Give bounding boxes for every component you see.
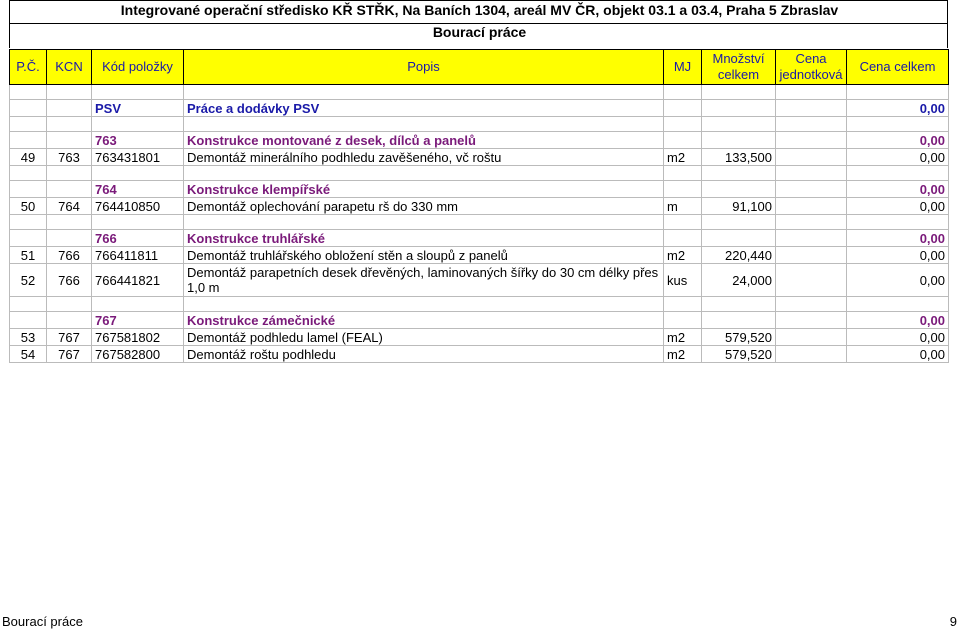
document-subtitle: Bourací práce	[432, 24, 527, 40]
group-header-row	[10, 230, 949, 247]
item-unit: m2	[664, 346, 702, 363]
item-description: Demontáž roštu podhledu	[184, 346, 664, 363]
item-quantity: 133,500	[702, 149, 776, 166]
item-unit-price	[776, 329, 847, 346]
item-number: 50	[10, 198, 47, 215]
item-quantity: 220,440	[702, 247, 776, 264]
item-number: 53	[10, 329, 47, 346]
table-row	[10, 264, 949, 297]
empty-cell	[47, 230, 92, 247]
group-header-row	[10, 312, 949, 329]
col-mnozstvi: Množství celkem	[702, 50, 776, 85]
item-unit: kus	[664, 264, 702, 297]
item-total-price: 0,00	[847, 329, 949, 346]
footer-sheet-name: Bourací práce	[2, 614, 83, 629]
item-description: Demontáž podhledu lamel (FEAL)	[184, 329, 664, 346]
table-row	[10, 247, 949, 264]
group-name: Konstrukce zámečnické	[184, 312, 664, 329]
group-code: 763	[92, 132, 184, 149]
empty-cell	[664, 132, 702, 149]
item-quantity: 579,520	[702, 329, 776, 346]
item-code: 764410850	[92, 198, 184, 215]
item-total-price: 0,00	[847, 346, 949, 363]
item-quantity: 579,520	[702, 346, 776, 363]
footer-page-number: 9	[949, 614, 957, 629]
item-unit: m2	[664, 149, 702, 166]
item-code: 767582800	[92, 346, 184, 363]
empty-cell	[664, 181, 702, 198]
empty-cell	[702, 181, 776, 198]
col-cena-celkem: Cena celkem	[847, 50, 949, 85]
empty-cell	[10, 230, 47, 247]
item-quantity: 24,000	[702, 264, 776, 297]
empty-cell	[702, 312, 776, 329]
item-total-price: 0,00	[847, 247, 949, 264]
group-total: 0,00	[847, 132, 949, 149]
item-code: 763431801	[92, 149, 184, 166]
group-name: Konstrukce truhlářské	[184, 230, 664, 247]
empty-cell	[776, 230, 847, 247]
empty-cell	[10, 132, 47, 149]
item-kcn: 764	[47, 198, 92, 215]
item-description: Demontáž truhlářského obložení stěn a sloupů z panelů	[184, 247, 664, 264]
item-quantity: 91,100	[702, 198, 776, 215]
item-description: Demontáž minerálního podhledu zavěšeného, vč roštu	[184, 149, 664, 166]
item-description: Demontáž oplechování parapetu rš do 330 mm	[184, 198, 664, 215]
empty-cell	[776, 181, 847, 198]
empty-cell	[10, 312, 47, 329]
item-number: 49	[10, 149, 47, 166]
empty-cell	[47, 312, 92, 329]
col-pc: P.Č.	[10, 50, 47, 85]
item-number: 54	[10, 346, 47, 363]
empty-cell	[664, 230, 702, 247]
empty-cell	[664, 312, 702, 329]
item-code: 767581802	[92, 329, 184, 346]
item-number: 51	[10, 247, 47, 264]
item-unit: m2	[664, 247, 702, 264]
item-total-price: 0,00	[847, 198, 949, 215]
group-code: 766	[92, 230, 184, 247]
column-header-row	[10, 50, 949, 85]
empty-cell	[776, 132, 847, 149]
item-total-price: 0,00	[847, 264, 949, 297]
item-kcn: 766	[47, 264, 92, 297]
section-name: Práce a dodávky PSV	[184, 100, 664, 117]
group-header-row	[10, 181, 949, 198]
group-code: 767	[92, 312, 184, 329]
col-popis: Popis	[184, 50, 664, 85]
item-kcn: 763	[47, 149, 92, 166]
empty-cell	[47, 132, 92, 149]
item-kcn: 767	[47, 346, 92, 363]
group-header-row	[10, 132, 949, 149]
empty-cell	[702, 230, 776, 247]
item-total-price: 0,00	[847, 149, 949, 166]
document-title: Integrované operační středisko KŘ STŘK, Na Baních 1304, areál MV ČR, objekt 03.1 a 03.4, Praha 5 Zbraslav	[120, 2, 839, 18]
col-cena-jednotkova: Cena jednotková	[776, 50, 847, 85]
item-kcn: 767	[47, 329, 92, 346]
table-row	[10, 346, 949, 363]
section-code: PSV	[92, 100, 184, 117]
empty-cell	[776, 312, 847, 329]
item-unit-price	[776, 198, 847, 215]
item-unit-price	[776, 264, 847, 297]
section-total: 0,00	[847, 100, 949, 117]
table-row	[10, 329, 949, 346]
col-kcn: KCN	[47, 50, 92, 85]
budget-table	[9, 49, 949, 363]
item-unit-price	[776, 346, 847, 363]
group-total: 0,00	[847, 312, 949, 329]
item-unit-price	[776, 149, 847, 166]
group-total: 0,00	[847, 181, 949, 198]
table-row	[10, 198, 949, 215]
table-row	[10, 149, 949, 166]
group-code: 764	[92, 181, 184, 198]
empty-cell	[702, 132, 776, 149]
item-unit-price	[776, 247, 847, 264]
group-name: Konstrukce klempířské	[184, 181, 664, 198]
item-number: 52	[10, 264, 47, 297]
item-unit: m2	[664, 329, 702, 346]
group-name: Konstrukce montované z desek, dílců a panelů	[184, 132, 664, 149]
empty-cell	[10, 181, 47, 198]
col-kod: Kód položky	[92, 50, 184, 85]
item-code: 766441821	[92, 264, 184, 297]
item-code: 766411811	[92, 247, 184, 264]
section-row	[10, 100, 949, 117]
item-unit: m	[664, 198, 702, 215]
group-total: 0,00	[847, 230, 949, 247]
item-kcn: 766	[47, 247, 92, 264]
empty-cell	[47, 181, 92, 198]
item-description: Demontáž parapetních desek dřevěných, laminovaných šířky do 30 cm délky přes 1,0 m	[184, 264, 664, 297]
col-mj: MJ	[664, 50, 702, 85]
